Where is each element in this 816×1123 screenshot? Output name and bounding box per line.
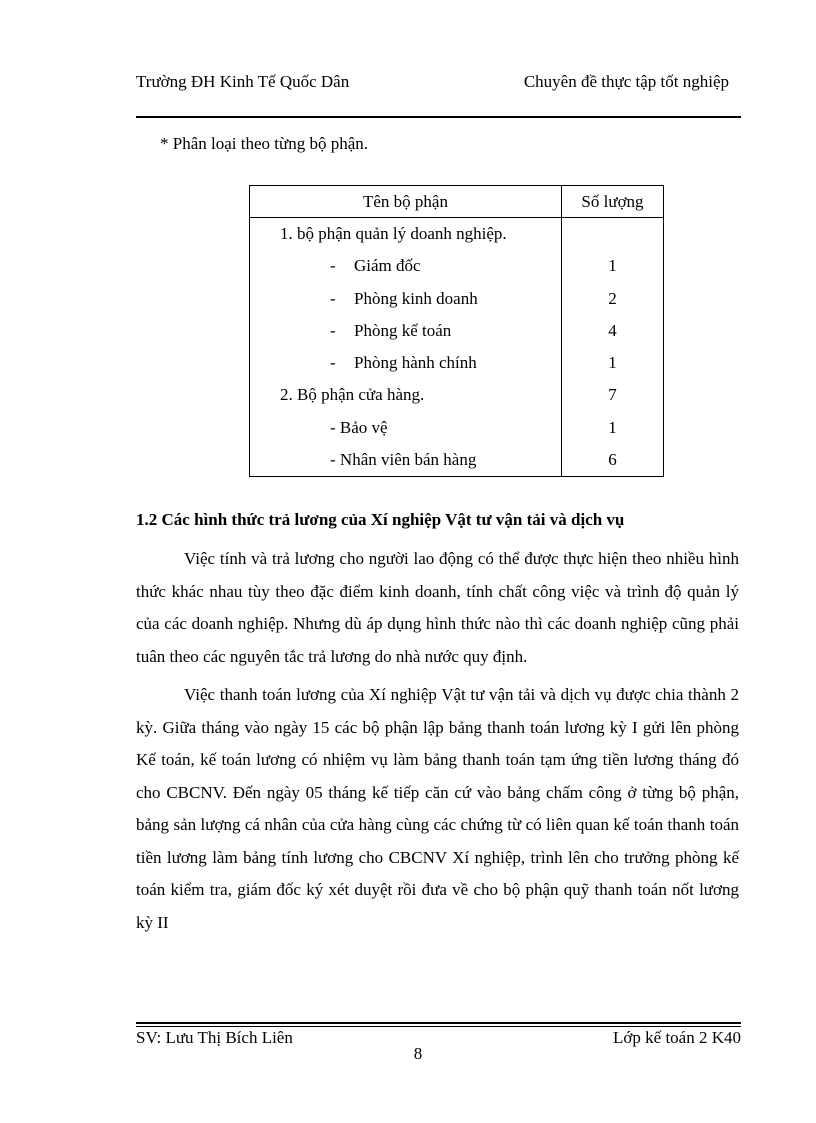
paragraph: Việc tính và trả lương cho người lao động có thể được thực hiện theo nhiều hình thức khác nhau tùy theo đặc điểm kinh doanh, tính chất công việc và trình độ quản lý của các doanh nghiệp. Nhưng dù áp dụng hình thức nào thì các doanh nghiệp cũng phải tuân theo các nguyên tắc trả lương do nhà nước quy định. — [136, 549, 739, 666]
page-number: 8 — [413, 1044, 423, 1063]
group-count: 7 — [562, 379, 664, 411]
department-count: 1 — [562, 250, 664, 282]
footer-divider — [136, 1022, 741, 1024]
group-label: 2. Bộ phận cửa hàng. — [250, 379, 562, 411]
department-name: Phòng kế toán — [354, 320, 452, 340]
table-row — [250, 412, 664, 444]
list-dash: - — [330, 256, 336, 276]
header-department: Tên bộ phận — [250, 186, 562, 218]
footer-student: SV: Lưu Thị Bích Liên — [136, 1028, 293, 1047]
table-row — [250, 379, 664, 411]
group-label: 1. bộ phận quản lý doanh nghiệp. — [250, 218, 562, 251]
table-row — [250, 347, 664, 379]
footer-divider-thin — [136, 1026, 741, 1027]
department-name: - Nhân viên bán hàng — [250, 444, 562, 477]
header-title: Chuyên đề thực tập tốt nghiệp — [523, 72, 729, 91]
paragraph: Việc thanh toán lương của Xí nghiệp Vật tư vận tải và dịch vụ được chia thành 2 kỳ. Giữa tháng vào ngày 15 các bộ phận lập bảng thanh toán lương kỳ I gửi lên phòng Kế toán, kế toán lương có nhiệm vụ làm bảng thanh toán tạm ứng tiền lương tháng đó cho CBCNV. Đến ngày 05 tháng kế tiếp căn cứ vào bảng chấm công ở từng bộ phận, bảng sản lượng cá nhân của cửa hàng cùng các chứng từ có liên quan kế toán thanh toán tiền lương làm bảng tính lương cho CBCNV Xí nghiệp, trình lên cho trưởng phòng kế toán kiểm tra, giám đốc ký xét duyệt rồi đưa về cho bộ phận quỹ thanh toán nốt lương kỳ II — [136, 685, 739, 932]
table-header-row — [250, 186, 664, 218]
page-header — [136, 72, 729, 96]
department-name: Phòng hành chính — [354, 353, 477, 373]
list-dash: - — [330, 288, 336, 308]
header-school: Trường ĐH Kinh Tế Quốc Dân — [136, 72, 350, 91]
footer-class: Lớp kế toán 2 K40 — [613, 1028, 741, 1047]
department-name: Giám đốc — [354, 256, 421, 276]
department-count: 1 — [562, 412, 664, 444]
section-heading: 1.2 Các hình thức trả lương của Xí nghiệp Vật tư vận tải và dịch vụ — [136, 510, 625, 529]
table-row — [250, 315, 664, 347]
department-count: 2 — [562, 283, 664, 315]
list-dash: - — [330, 320, 336, 340]
department-name: Phòng kinh doanh — [354, 288, 478, 308]
list-dash: - — [330, 353, 336, 373]
department-name: - Bảo vệ — [250, 412, 562, 444]
section-label: * Phân loại theo từng bộ phận. — [160, 134, 368, 153]
table-row — [250, 444, 664, 477]
staff-table — [249, 185, 664, 477]
header-count: Số lượng — [562, 186, 664, 218]
table-row — [250, 283, 664, 315]
body-text — [136, 543, 739, 939]
table-row — [250, 218, 664, 251]
department-count: 1 — [562, 347, 664, 379]
department-count: 4 — [562, 315, 664, 347]
header-divider — [136, 116, 741, 118]
group-count — [562, 218, 664, 251]
department-count: 6 — [562, 444, 664, 477]
table-row — [250, 250, 664, 282]
